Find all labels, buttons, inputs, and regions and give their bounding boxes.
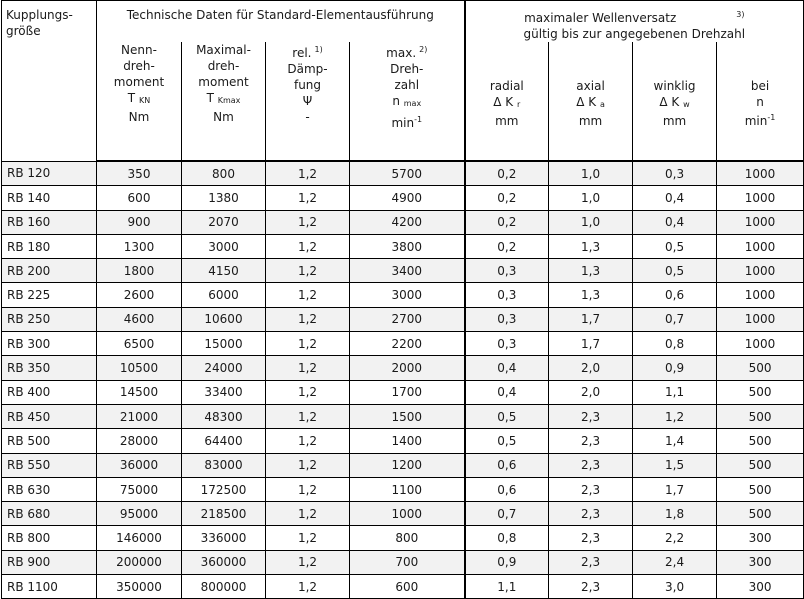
table-row <box>2 161 804 186</box>
cell-max-torque: 800000 <box>182 575 266 599</box>
cell-max-speed: 3000 <box>350 283 465 307</box>
cell-at-speed: 1000 <box>717 210 804 234</box>
cell-rel-damping: 1,2 <box>266 259 350 283</box>
cell-axial-offset: 1,0 <box>549 210 633 234</box>
footnote-1: 1) <box>314 45 323 54</box>
cell-at-speed: 1000 <box>717 283 804 307</box>
header-angular-unit: mm <box>662 114 687 128</box>
cell-axial-offset: 1,3 <box>549 259 633 283</box>
cell-angular-offset: 3,0 <box>633 575 717 599</box>
cell-radial-offset: 0,3 <box>465 307 549 331</box>
header-radial-label: radial <box>489 79 524 93</box>
table-row <box>2 380 804 404</box>
header-at-label: bei <box>750 79 770 93</box>
header-radial-offset <box>465 42 549 161</box>
cell-angular-offset: 0,5 <box>633 234 717 258</box>
cell-radial-offset: 0,3 <box>465 259 549 283</box>
cell-angular-offset: 0,3 <box>633 161 717 186</box>
header-radial-unit: mm <box>495 114 519 128</box>
header-size-line2: größe <box>6 24 41 38</box>
header-maxm-unit: Nm <box>213 110 234 124</box>
cell-max-torque: 24000 <box>182 356 266 380</box>
table-row <box>2 404 804 428</box>
cell-max-torque: 33400 <box>182 380 266 404</box>
header-damp-unit: - <box>305 110 310 124</box>
cell-at-speed: 500 <box>717 502 804 526</box>
cell-axial-offset: 2,3 <box>549 429 633 453</box>
header-speed-l1: max. $^{2)}$ <box>386 45 428 60</box>
cell-rel-damping: 1,2 <box>266 550 350 574</box>
cell-at-speed: 1000 <box>717 234 804 258</box>
cell-radial-offset: 0,6 <box>465 453 549 477</box>
header-at-unit: $\min^{-1}$ <box>744 113 776 128</box>
cell-max-speed: 4200 <box>350 210 465 234</box>
cell-max-torque: 2070 <box>182 210 266 234</box>
cell-nominal-torque: 36000 <box>97 453 182 477</box>
cell-radial-offset: 0,2 <box>465 186 549 210</box>
cell-coupling-size: RB 180 <box>2 234 97 258</box>
header-max-shaft-offset <box>465 1 804 43</box>
cell-rel-damping: 1,2 <box>266 234 350 258</box>
header-technical-data: Technische Daten für Standard-Elementausführung <box>97 1 465 43</box>
table-header <box>2 1 804 162</box>
cell-at-speed: 1000 <box>717 186 804 210</box>
table-row <box>2 356 804 380</box>
cell-axial-offset: 1,0 <box>549 161 633 186</box>
cell-axial-offset: 2,3 <box>549 477 633 501</box>
header-speed-unit: $\min^{-1}$ <box>391 115 423 130</box>
cell-rel-damping: 1,2 <box>266 332 350 356</box>
cell-angular-offset: 0,9 <box>633 356 717 380</box>
cell-at-speed: 500 <box>717 477 804 501</box>
cell-angular-offset: 1,2 <box>633 404 717 428</box>
cell-rel-damping: 1,2 <box>266 477 350 501</box>
cell-nominal-torque: 350 <box>97 161 182 186</box>
header-max-speed <box>350 42 465 161</box>
cell-rel-damping: 1,2 <box>266 356 350 380</box>
cell-max-torque: 172500 <box>182 477 266 501</box>
cell-radial-offset: 0,3 <box>465 332 549 356</box>
cell-max-speed: 5700 <box>350 161 465 186</box>
cell-nominal-torque: 146000 <box>97 526 182 550</box>
table-row <box>2 575 804 599</box>
header-nenn-l3: moment <box>113 75 165 89</box>
cell-axial-offset: 2,3 <box>549 453 633 477</box>
header-maxm-l1: Maximal- <box>196 43 251 57</box>
cell-max-torque: 64400 <box>182 429 266 453</box>
cell-angular-offset: 1,1 <box>633 380 717 404</box>
cell-rel-damping: 1,2 <box>266 161 350 186</box>
table-row <box>2 210 804 234</box>
header-offset-line2: gültig bis zur angegebenen Drehzahl <box>523 27 746 41</box>
cell-max-torque: 800 <box>182 161 266 186</box>
header-angular-label: winklig <box>653 79 696 93</box>
cell-rel-damping: 1,2 <box>266 404 350 428</box>
cell-nominal-torque: 350000 <box>97 575 182 599</box>
cell-angular-offset: 0,4 <box>633 186 717 210</box>
header-at-speed <box>717 42 804 161</box>
header-angular-offset <box>633 42 717 161</box>
cell-coupling-size: RB 250 <box>2 307 97 331</box>
cell-nominal-torque: 200000 <box>97 550 182 574</box>
header-speed-symbol: n $_{max}$ <box>392 94 422 108</box>
header-nominal-torque <box>97 42 182 161</box>
cell-angular-offset: 2,2 <box>633 526 717 550</box>
footnote-2: 2) <box>419 45 428 54</box>
cell-max-speed: 1400 <box>350 429 465 453</box>
cell-coupling-size: RB 225 <box>2 283 97 307</box>
cell-at-speed: 1000 <box>717 161 804 186</box>
header-at-symbol: n <box>756 95 764 109</box>
cell-max-torque: 3000 <box>182 234 266 258</box>
header-damp-l2: Dämp- <box>287 62 328 76</box>
cell-rel-damping: 1,2 <box>266 186 350 210</box>
cell-angular-offset: 1,7 <box>633 477 717 501</box>
cell-max-speed: 2200 <box>350 332 465 356</box>
header-axial-offset <box>549 42 633 161</box>
cell-coupling-size: RB 550 <box>2 453 97 477</box>
cell-radial-offset: 0,9 <box>465 550 549 574</box>
cell-axial-offset: 2,0 <box>549 356 633 380</box>
cell-nominal-torque: 10500 <box>97 356 182 380</box>
header-axial-unit: mm <box>578 114 603 128</box>
cell-at-speed: 1000 <box>717 307 804 331</box>
header-angular-symbol: Δ K $_w$ <box>659 95 690 109</box>
table-row <box>2 550 804 574</box>
cell-nominal-torque: 28000 <box>97 429 182 453</box>
table-row <box>2 259 804 283</box>
header-damp-symbol: Ψ <box>302 94 313 108</box>
cell-axial-offset: 2,3 <box>549 575 633 599</box>
table-row <box>2 186 804 210</box>
cell-rel-damping: 1,2 <box>266 307 350 331</box>
cell-angular-offset: 1,8 <box>633 502 717 526</box>
cell-max-speed: 1200 <box>350 453 465 477</box>
cell-radial-offset: 0,4 <box>465 356 549 380</box>
table-row <box>2 502 804 526</box>
cell-radial-offset: 0,5 <box>465 404 549 428</box>
cell-coupling-size: RB 500 <box>2 429 97 453</box>
footnote-3: 3) <box>736 10 745 19</box>
header-speed-l3: zahl <box>394 78 420 92</box>
table-row <box>2 526 804 550</box>
cell-coupling-size: RB 350 <box>2 356 97 380</box>
cell-rel-damping: 1,2 <box>266 210 350 234</box>
cell-at-speed: 1000 <box>717 332 804 356</box>
cell-coupling-size: RB 900 <box>2 550 97 574</box>
header-rel-damping <box>266 42 350 161</box>
cell-coupling-size: RB 400 <box>2 380 97 404</box>
cell-max-torque: 10600 <box>182 307 266 331</box>
header-nenn-l1: Nenn- <box>121 43 157 57</box>
cell-max-torque: 218500 <box>182 502 266 526</box>
cell-axial-offset: 2,0 <box>549 380 633 404</box>
cell-max-torque: 4150 <box>182 259 266 283</box>
cell-max-speed: 1100 <box>350 477 465 501</box>
cell-max-torque: 15000 <box>182 332 266 356</box>
cell-nominal-torque: 21000 <box>97 404 182 428</box>
cell-coupling-size: RB 630 <box>2 477 97 501</box>
cell-axial-offset: 1,0 <box>549 186 633 210</box>
cell-max-speed: 1000 <box>350 502 465 526</box>
cell-axial-offset: 1,3 <box>549 283 633 307</box>
cell-rel-damping: 1,2 <box>266 453 350 477</box>
cell-at-speed: 300 <box>717 526 804 550</box>
header-offset-line1: maximaler Wellenversatz <box>524 11 677 25</box>
cell-radial-offset: 0,2 <box>465 234 549 258</box>
cell-nominal-torque: 600 <box>97 186 182 210</box>
table-row <box>2 332 804 356</box>
cell-rel-damping: 1,2 <box>266 502 350 526</box>
cell-max-speed: 1500 <box>350 404 465 428</box>
cell-max-speed: 4900 <box>350 186 465 210</box>
cell-max-speed: 2000 <box>350 356 465 380</box>
cell-axial-offset: 2,3 <box>549 404 633 428</box>
cell-nominal-torque: 14500 <box>97 380 182 404</box>
cell-radial-offset: 1,1 <box>465 575 549 599</box>
cell-max-torque: 83000 <box>182 453 266 477</box>
cell-radial-offset: 0,7 <box>465 502 549 526</box>
cell-coupling-size: RB 1100 <box>2 575 97 599</box>
header-damp-l1: rel. $^{1)}$ <box>292 45 323 60</box>
cell-coupling-size: RB 300 <box>2 332 97 356</box>
cell-max-speed: 600 <box>350 575 465 599</box>
cell-angular-offset: 0,5 <box>633 259 717 283</box>
cell-radial-offset: 0,2 <box>465 210 549 234</box>
header-nenn-symbol: T $_{KN}$ <box>127 91 151 105</box>
header-nenn-l2: dreh- <box>123 59 155 73</box>
cell-coupling-size: RB 200 <box>2 259 97 283</box>
cell-axial-offset: 1,7 <box>549 332 633 356</box>
cell-angular-offset: 0,6 <box>633 283 717 307</box>
header-axial-symbol: Δ K $_a$ <box>576 95 605 109</box>
cell-max-speed: 3400 <box>350 259 465 283</box>
cell-coupling-size: RB 680 <box>2 502 97 526</box>
cell-coupling-size: RB 800 <box>2 526 97 550</box>
cell-max-speed: 2700 <box>350 307 465 331</box>
cell-at-speed: 500 <box>717 429 804 453</box>
cell-axial-offset: 1,7 <box>549 307 633 331</box>
cell-max-torque: 6000 <box>182 283 266 307</box>
cell-max-speed: 1700 <box>350 380 465 404</box>
cell-nominal-torque: 75000 <box>97 477 182 501</box>
cell-max-speed: 700 <box>350 550 465 574</box>
cell-angular-offset: 2,4 <box>633 550 717 574</box>
cell-rel-damping: 1,2 <box>266 380 350 404</box>
cell-radial-offset: 0,6 <box>465 477 549 501</box>
cell-rel-damping: 1,2 <box>266 575 350 599</box>
table-row <box>2 429 804 453</box>
cell-radial-offset: 0,2 <box>465 161 549 186</box>
cell-at-speed: 500 <box>717 453 804 477</box>
table-row <box>2 307 804 331</box>
cell-nominal-torque: 900 <box>97 210 182 234</box>
cell-coupling-size: RB 160 <box>2 210 97 234</box>
header-axial-label: axial <box>576 79 605 93</box>
cell-at-speed: 500 <box>717 380 804 404</box>
table-row <box>2 477 804 501</box>
cell-at-speed: 1000 <box>717 259 804 283</box>
cell-axial-offset: 2,3 <box>549 526 633 550</box>
cell-axial-offset: 1,3 <box>549 234 633 258</box>
cell-radial-offset: 0,4 <box>465 380 549 404</box>
cell-coupling-size: RB 140 <box>2 186 97 210</box>
cell-max-speed: 3800 <box>350 234 465 258</box>
cell-angular-offset: 1,5 <box>633 453 717 477</box>
header-size-line1: Kupplungs- <box>6 8 73 22</box>
cell-coupling-size: RB 450 <box>2 404 97 428</box>
table-body <box>2 161 804 599</box>
coupling-data-table <box>1 0 804 599</box>
cell-at-speed: 500 <box>717 356 804 380</box>
cell-nominal-torque: 1800 <box>97 259 182 283</box>
cell-at-speed: 300 <box>717 550 804 574</box>
cell-nominal-torque: 95000 <box>97 502 182 526</box>
table-row <box>2 283 804 307</box>
cell-max-torque: 48300 <box>182 404 266 428</box>
table-row <box>2 453 804 477</box>
cell-nominal-torque: 2600 <box>97 283 182 307</box>
header-max-torque <box>182 42 266 161</box>
header-speed-l2: Dreh- <box>390 62 424 76</box>
cell-rel-damping: 1,2 <box>266 283 350 307</box>
cell-max-speed: 800 <box>350 526 465 550</box>
header-maxm-l2: dreh- <box>207 59 240 73</box>
cell-nominal-torque: 4600 <box>97 307 182 331</box>
header-coupling-size <box>2 1 97 162</box>
cell-angular-offset: 0,8 <box>633 332 717 356</box>
cell-axial-offset: 2,3 <box>549 502 633 526</box>
cell-axial-offset: 2,3 <box>549 550 633 574</box>
cell-at-speed: 300 <box>717 575 804 599</box>
cell-angular-offset: 0,7 <box>633 307 717 331</box>
cell-radial-offset: 0,3 <box>465 283 549 307</box>
cell-radial-offset: 0,8 <box>465 526 549 550</box>
header-damp-l3: fung <box>293 78 322 92</box>
cell-max-torque: 1380 <box>182 186 266 210</box>
cell-angular-offset: 1,4 <box>633 429 717 453</box>
cell-coupling-size: RB 120 <box>2 161 97 186</box>
cell-angular-offset: 0,4 <box>633 210 717 234</box>
cell-nominal-torque: 1300 <box>97 234 182 258</box>
header-maxm-symbol: T $_{Kmax}$ <box>206 91 241 105</box>
cell-nominal-torque: 6500 <box>97 332 182 356</box>
header-radial-symbol: Δ K $_r$ <box>493 95 521 109</box>
cell-at-speed: 500 <box>717 404 804 428</box>
cell-rel-damping: 1,2 <box>266 526 350 550</box>
table-row <box>2 234 804 258</box>
cell-max-torque: 360000 <box>182 550 266 574</box>
cell-max-torque: 336000 <box>182 526 266 550</box>
cell-radial-offset: 0,5 <box>465 429 549 453</box>
header-maxm-l3: moment <box>198 75 249 89</box>
header-nenn-unit: Nm <box>128 110 150 124</box>
cell-rel-damping: 1,2 <box>266 429 350 453</box>
